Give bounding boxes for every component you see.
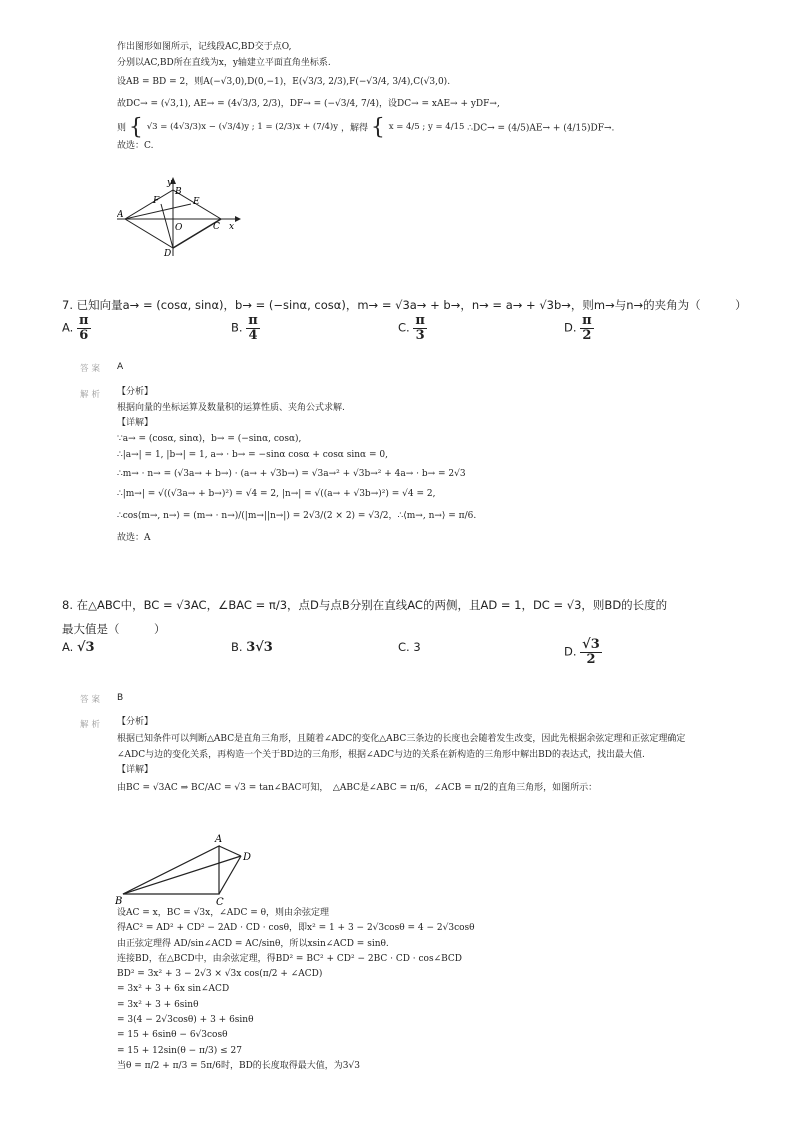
p8-option-c <box>398 640 421 654</box>
numerator: √3 <box>582 637 600 652</box>
p6-line-3: 设AB = BD = 2，则A(−√3,0),D(0,−1)，E(√3/3, 2/3),F(−√3/4, 3/4),C(√3,0). <box>117 77 451 88</box>
segment-ad <box>219 846 241 856</box>
option-value: 3√3 <box>246 640 273 655</box>
option-letter: B. <box>231 320 243 335</box>
p7-analysis-head: 【分析】 <box>117 387 154 397</box>
denominator: 6 <box>79 327 89 343</box>
option-letter: A. <box>62 320 74 335</box>
p7-detail-head: 【详解】 <box>117 418 154 429</box>
denominator: 2 <box>582 327 592 343</box>
p6-solution <box>117 40 614 155</box>
option-fraction <box>413 314 427 342</box>
p8-solution <box>117 715 692 797</box>
segment-bd <box>123 856 241 894</box>
p7-number: 7. <box>62 298 73 312</box>
p7-step-2: ∴|a→| = 1, |b→| = 1, a→ · b→ = −sinα cosα + cosα sinα = 0, <box>117 449 388 460</box>
p8-question-line-2: 最大值是（ ） <box>62 622 166 636</box>
option-fraction <box>246 314 260 342</box>
p6-sol-xy: x = 4/5 ; y = 4/15 <box>388 122 465 133</box>
p6-system-line <box>117 114 615 140</box>
p8-answer-tag: 答案 <box>80 695 104 705</box>
p8-step-5: BD² = 3x² + 3 − 2√3 × √3x cos(π/2 + ∠ACD) <box>117 969 323 980</box>
p7-step-6: 故选：A <box>117 532 151 543</box>
option-letter: D. <box>564 320 577 335</box>
p6-label-x: x <box>229 222 235 232</box>
x-axis-arrow-icon <box>235 216 241 222</box>
p8-option-a <box>62 640 95 655</box>
p8-number: 8. <box>62 598 73 612</box>
p7-step-1: ∵a→ = (cosα, sinα)，b→ = (−sinα, cosα), <box>117 434 302 445</box>
p8-label-b: B <box>115 896 123 906</box>
p6-solve-label: ，解得 <box>340 123 368 134</box>
p8-analysis: 根据已知条件可以判断△ABC是直角三角形，且随着∠ADC的变化△ABC三条边的长度也会随着发生改变，因此先根据余弦定理和正弦定理确定∠ADC与边的变化关系，再构造一个关于BD边的三角形，根据∠ADC与边的关系在新构造的三角形中解出BD的表达式，找出最大值. <box>117 733 686 760</box>
p6-label-b: B <box>175 187 182 197</box>
p7-step-5: ∴cos⟨m→, n→⟩ = (m→ · n→)/(|m→||n→|) = 2√3/(2 × 2) = √3/2，∴⟨m→, n→⟩ = π/6. <box>117 510 477 521</box>
p7-answer: A <box>117 362 124 372</box>
option-letter: A. <box>62 640 74 654</box>
p6-label-o: O <box>175 223 183 233</box>
option-letter: D. <box>564 644 577 659</box>
option-fraction <box>580 638 602 666</box>
p7-answer-tag: 答案 <box>80 364 104 374</box>
p6-label-c: C <box>213 222 220 232</box>
p8-figure <box>115 828 265 906</box>
p8-step-2: 得AC² = AD² + CD² − 2AD · CD · cosθ，即x² = 1 + 3 − 2√3cosθ = 4 − 2√3cosθ <box>117 923 475 934</box>
p8-analysis-tag: 解析 <box>80 720 104 730</box>
p8-label-d: D <box>243 852 252 863</box>
p8-step-intro: 由BC = √3AC ⇒ BC/AC = √3 = tan∠BAC可知， △ABC是∠ABC = π/6，∠ACB = π/2的直角三角形，如图所示： <box>117 783 598 794</box>
p6-line-2: 分别以AC,BD所在直线为x，y轴建立平面直角坐标系. <box>117 57 331 68</box>
option-value: √3 <box>76 640 95 655</box>
p8-option-d <box>564 638 602 666</box>
p8-answer: B <box>117 693 124 703</box>
option-letter: B. <box>231 640 243 654</box>
p6-line-4: 故DC→ = (√3,1), AE→ = (4√3/3, 2/3)，DF→ = (−√3/4, 7/4)，设DC→ = xAE→ + yDF→, <box>117 99 500 110</box>
p6-label-d: D <box>164 249 172 258</box>
segment-ae <box>125 204 191 219</box>
p7-option-c <box>398 314 427 342</box>
option-letter: C. <box>398 320 410 335</box>
p8-step-9: = 15 + 6sinθ − 6√3cosθ <box>117 1030 228 1041</box>
p6-eq1: √3 = (4√3/3)x − (√3/4)y ; 1 = (2/3)x + (7/4)y <box>146 122 339 133</box>
p7-analysis: 根据向量的坐标运算及数量积的运算性质、夹角公式求解. <box>117 402 345 413</box>
p7-option-d <box>564 314 594 342</box>
p8-question-line-1 <box>62 597 667 613</box>
numerator: π <box>415 313 425 328</box>
p8-step-1: 设AC = x，BC = √3x，∠ADC = θ，则由余弦定理 <box>117 908 330 918</box>
p7-step-4: ∴|m→| = √((√3a→ + b→)²) = √4 = 2, |n→| = √((a→ + √3b→)²) = √4 = 2, <box>117 489 436 500</box>
p8-step-11: 当θ = π/2 + π/3 = 5π/6时，BD的长度取得最大值，为3√3 <box>117 1060 360 1071</box>
p8-label-a: A <box>215 834 223 845</box>
p7-option-b <box>231 314 260 342</box>
p6-conclusion: ∴DC→ = (4/5)AE→ + (4/15)DF→. <box>467 123 615 134</box>
numerator: π <box>248 313 258 328</box>
p6-choice: 故选：C. <box>117 140 154 151</box>
p8-label-c: C <box>216 897 224 906</box>
p7-solution <box>117 385 476 546</box>
p8-detail-head: 【详解】 <box>117 764 154 775</box>
p7-step-3: ∴m→ · n→ = (√3a→ + b→) · (a→ + √3b→) = √3a→² + √3b→² + 4a→ · b→ = 2√3 <box>117 468 466 479</box>
p8-step-7: = 3x² + 3 + 6sinθ <box>117 999 199 1010</box>
p8-step-4: 连接BD，在△BCD中，由余弦定理，得BD² = BC² + CD² − 2BC · CD · cos∠BCD <box>117 953 463 964</box>
triangle-abc <box>123 846 219 894</box>
denominator: 2 <box>586 651 596 667</box>
p6-equation-system <box>147 122 338 133</box>
denominator: 3 <box>415 327 425 343</box>
p7-question <box>62 297 747 313</box>
option-fraction <box>580 314 594 342</box>
p8-step-10: = 15 + 12sin(θ − π/3) ≤ 27 <box>117 1045 242 1056</box>
p7-analysis-tag: 解析 <box>80 390 104 400</box>
p6-label-f: F <box>153 196 160 206</box>
p7-option-a <box>62 314 91 342</box>
p8-analysis-head: 【分析】 <box>117 717 154 727</box>
p6-then-label: 则 <box>117 123 127 134</box>
option-fraction <box>77 314 91 342</box>
option-value: 3 <box>413 640 421 654</box>
brace-icon: { <box>370 114 385 140</box>
p6-solution-system <box>389 122 465 133</box>
p6-label-e: E <box>193 197 200 207</box>
option-letter: C. <box>398 640 410 654</box>
brace-icon: { <box>128 114 143 140</box>
denominator: 4 <box>248 327 258 343</box>
p8-step-3: 由正弦定理得 AD/sin∠ACD = AC/sinθ，所以xsin∠ACD = sinθ. <box>117 938 389 949</box>
p6-line-1: 作出图形如图所示，记线段AC,BD交于点O, <box>117 42 292 52</box>
p7-question-text: 已知向量a→ = (cosα, sinα)，b→ = (−sinα, cosα)，m→ = √3a→ + b→，n→ = a→ + √3b→，则m→与n→的夹角为（ ） <box>76 298 747 312</box>
p8-step-8: = 3(4 − 2√3cosθ) + 3 + 6sinθ <box>117 1015 254 1026</box>
p6-label-a: A <box>117 210 124 220</box>
p6-label-y: y <box>167 178 173 188</box>
p6-figure <box>117 176 247 258</box>
p8-step-6: = 3x² + 3 + 6x sin∠ACD <box>117 984 230 995</box>
p8-derivation <box>117 906 475 1074</box>
numerator: π <box>78 313 89 328</box>
numerator: π <box>582 313 592 328</box>
p8-option-b <box>231 640 273 655</box>
p8-question-text-1: 在△ABC中，BC = √3AC，∠BAC = π/3，点D与点B分别在直线AC的两侧，且AD = 1，DC = √3，则BD的长度的 <box>76 598 668 612</box>
